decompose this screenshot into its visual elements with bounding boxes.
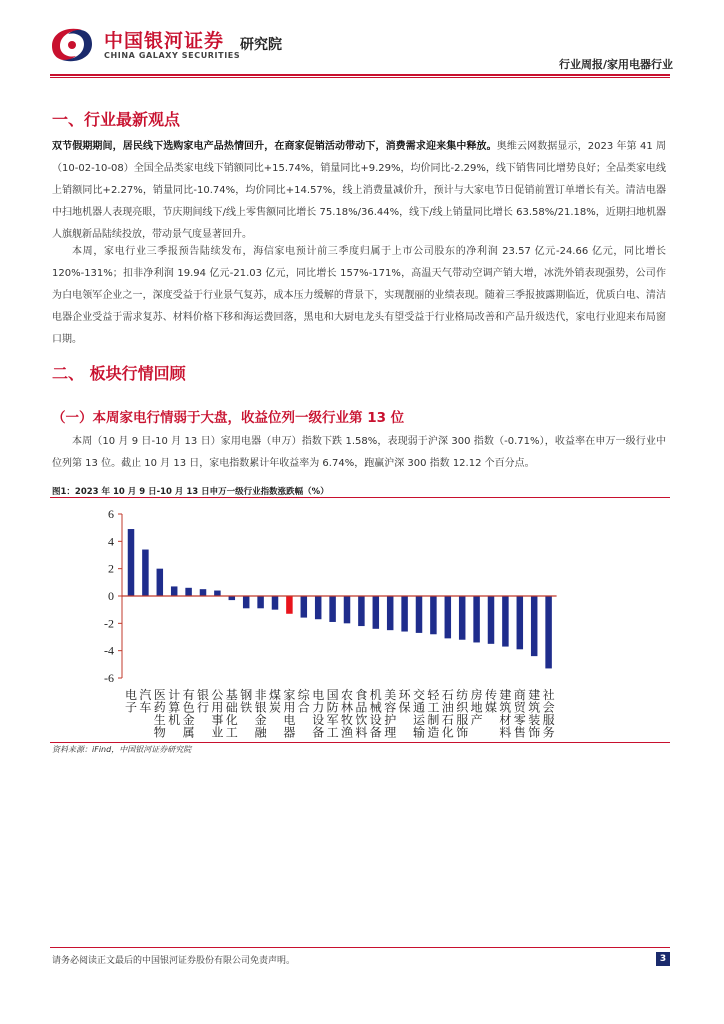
bar-24 [459, 596, 466, 640]
brand-subtitle: 研究院 [240, 37, 282, 53]
bar-21 [416, 596, 423, 633]
bar-25 [473, 596, 480, 642]
x-tick-label: 电力设备 [312, 688, 325, 740]
x-tick-label: 电子 [124, 688, 138, 715]
section-1-heading: 一、行业最新观点 [52, 110, 181, 129]
industry-returns-bar-chart [50, 500, 670, 740]
section-2-heading: 二、 板块行情回顾 [52, 364, 186, 383]
bar-13 [301, 596, 308, 618]
x-tick-label: 商贸零售 [513, 688, 526, 740]
x-tick-label: 公用事业 [211, 688, 224, 740]
bar-6 [200, 589, 207, 596]
bar-15 [329, 596, 336, 622]
bar-11 [272, 596, 279, 610]
x-tick-label: 医药生物 [153, 688, 166, 740]
bar-1 [128, 529, 135, 596]
x-tick-label: 钢铁 [240, 688, 253, 715]
x-tick-label: 汽车 [139, 688, 152, 715]
bar-7 [214, 591, 221, 596]
y-tick-label: 4 [108, 534, 114, 549]
page-number: 3 [656, 952, 670, 966]
x-tick-label: 交通运输 [412, 688, 426, 740]
brand-name-en: CHINA GALAXY SECURITIES [104, 51, 241, 60]
bar-8 [229, 596, 236, 600]
x-tick-label: 基础化工 [225, 688, 238, 740]
bar-28 [517, 596, 524, 649]
footer-divider [50, 947, 670, 948]
bar-4 [171, 586, 178, 596]
bar-20 [401, 596, 408, 632]
bar-26 [488, 596, 495, 644]
bar-10 [257, 596, 264, 608]
paragraph-1-body: 奥维云网数据显示，2023 年第 41 周（10-02-10-08）全国全品类家电线下销额同比+15.74%，销量同比+9.29%，均价同比-2.29%，线下销售同比增势良好；全品类家电线上销额同比+2.27%，销量同比-10.74%，均价同比+14.57%，线上消费量减价升，预计与大家电节日促销前置订单增长有关。清洁电器中扫地机器人表现亮眼，节庆期间线下/线上零售额同比增长 75.18%/36.44%，线下/线上销量同比增长 63.58%/21.18%，近期扫地机器人旗舰新品陆续投放，带动景气度显著回升。 [52, 141, 666, 240]
brand-name-cn: 中国银河证券 [104, 30, 225, 52]
section-2-paragraph: 本周（10 月 9 日-10 月 13 日）家用电器（申万）指数下跌 1.58%，表现弱于沪深 300 指数（-0.71%），收益率在申万一级行业中位列第 13 位。截止 10 月 13 日，家电指数累计年收益率为 6.74%，跑赢沪深 300 指数 12.12 个百分点。 [52, 436, 666, 469]
bar-12 [286, 596, 293, 614]
x-tick-label: 传媒 [484, 688, 498, 715]
bar-23 [445, 596, 452, 638]
x-tick-label: 纺织服饰 [456, 688, 469, 740]
bar-14 [315, 596, 322, 619]
x-tick-label: 美容护理 [384, 688, 397, 740]
header-divider [50, 74, 670, 76]
bar-3 [157, 569, 164, 596]
section-1-paragraph-2: 本周，家电行业三季报预告陆续发布，海信家电预计前三季度归属于上市公司股东的净利润 23.57 亿元-24.66 亿元，同比增长 120%-131%；扣非净利润 19.94 亿元-21.03 亿元，同比增长 157%-171%，高温天气带动空调产销大增，冰洗外销表现强势，公司作为白电领军企业之一，深度受益于行业景气复苏，成本压力缓解的背景下，实现靓丽的业绩表现。随着三季报披露期临近，优质白电、清洁电器企业受益于需求复苏、材料价格下移和海运费回落，黑电和大厨电龙头有望受益于行业格局改善和产品升级迭代，家电行业迎来布局窗口期。 [52, 246, 666, 345]
x-tick-label: 社会服务 [542, 688, 555, 740]
y-tick-label: -4 [104, 643, 114, 658]
figure-source: 资料来源：iFind，中国银河证券研究院 [52, 745, 192, 754]
figure-top-divider [50, 497, 670, 498]
x-tick-label: 建筑装饰 [528, 688, 541, 740]
bar-29 [531, 596, 538, 656]
bar-27 [502, 596, 509, 647]
y-tick-label: 6 [108, 507, 114, 521]
x-tick-label: 环保 [398, 688, 411, 715]
figure-title: 图1：2023 年 10 月 9 日-10 月 13 日申万一级行业指数涨跌幅（%） [52, 487, 329, 497]
paragraph-1-lead: 双节假期期间，居民线下选购家电产品热情回升，在商家促销活动带动下，消费需求迎来集中释放。 [52, 141, 497, 152]
bar-18 [373, 596, 380, 629]
x-tick-label: 银行 [196, 688, 210, 715]
bar-17 [358, 596, 365, 626]
x-tick-label: 机械设备 [369, 688, 382, 740]
x-tick-label: 煤炭 [268, 688, 282, 715]
bar-22 [430, 596, 437, 634]
report-type-label: 行业周报/家用电器行业 [558, 58, 673, 71]
y-tick-label: 2 [108, 561, 114, 576]
figure-bottom-divider [50, 742, 670, 743]
x-tick-label: 综合 [297, 688, 310, 715]
bar-5 [185, 588, 192, 596]
y-tick-label: -2 [104, 616, 114, 631]
x-tick-label: 农林牧渔 [340, 688, 354, 740]
bar-30 [545, 596, 552, 668]
x-tick-label: 食品饮料 [355, 688, 368, 740]
x-tick-label: 非银金融 [254, 688, 267, 740]
section-2-subheading: （一）本周家电行情弱于大盘，收益位列一级行业第 13 位 [52, 410, 405, 426]
bar-2 [142, 550, 149, 596]
galaxy-logo-icon [48, 24, 96, 66]
bar-9 [243, 596, 250, 608]
x-tick-label: 石油石化 [441, 688, 454, 740]
x-tick-label: 房地产 [470, 688, 483, 727]
x-tick-label: 轻工制造 [427, 688, 440, 740]
header-divider-thin [50, 77, 670, 78]
x-tick-label: 家用电器 [283, 688, 296, 740]
x-tick-label: 建筑材料 [499, 688, 512, 740]
x-tick-label: 有色金属 [182, 688, 195, 740]
x-tick-label: 国防军工 [326, 688, 339, 740]
bar-19 [387, 596, 394, 630]
y-tick-label: 0 [108, 589, 114, 603]
y-tick-label: -6 [104, 671, 114, 685]
x-tick-label: 计算机 [168, 688, 181, 727]
section-1-paragraph-1 [52, 136, 666, 246]
bar-16 [344, 596, 351, 623]
footer-disclaimer: 请务必阅读正文最后的中国银河证券股份有限公司免责声明。 [52, 956, 296, 966]
